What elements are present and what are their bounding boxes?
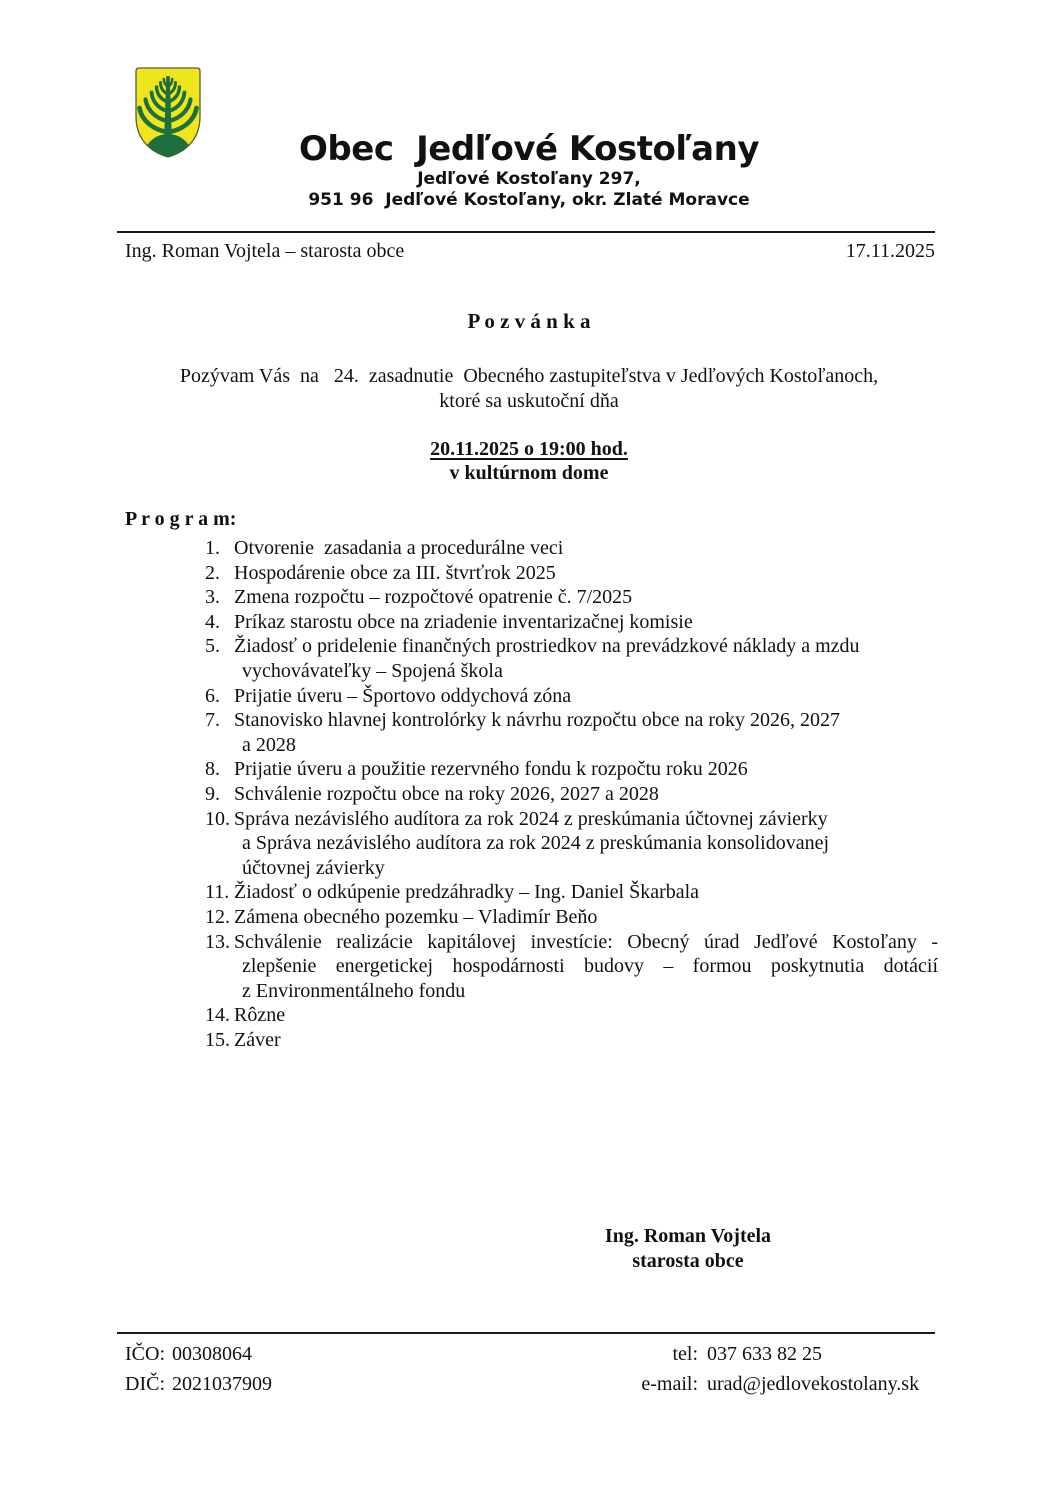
program-item-line: účtovnej závierky — [242, 856, 385, 879]
program-item — [205, 536, 938, 561]
program-item-line: Správa nezávislého audítora za rok 2024 z preskúmania účtovnej závierky — [234, 807, 828, 830]
program-item-line: Príkaz starostu obce na zriadenie inventarizačnej komisie — [234, 610, 693, 633]
program-item — [205, 585, 938, 610]
meeting-info — [0, 437, 1058, 485]
footer-divider — [117, 1332, 935, 1334]
program-list — [205, 536, 938, 1052]
email-line — [622, 1369, 919, 1399]
program-item-line: Rôzne — [234, 1004, 286, 1027]
program-item — [205, 610, 938, 635]
program-item-number: 11. — [205, 881, 230, 904]
program-item-line: Prijatie úveru a použitie rezervného fondu k rozpočtu roku 2026 — [234, 758, 748, 781]
ico-value: 00308064 — [172, 1343, 252, 1365]
program-item-number: 9. — [205, 782, 220, 805]
program-item-number: 4. — [205, 610, 220, 633]
program-item-number: 14. — [205, 1004, 230, 1027]
program-item-number: 12. — [205, 905, 230, 928]
program-item-number: 5. — [205, 635, 220, 658]
tel-line — [622, 1339, 919, 1369]
meeting-venue: v kultúrnom dome — [449, 462, 609, 484]
program-item-number: 2. — [205, 561, 220, 584]
program-item-number: 13. — [205, 930, 230, 953]
program-item-line: Prijatie úveru – Športovo oddychová zóna — [234, 684, 572, 707]
address-line-1: Jedľové Kostoľany 297, — [417, 169, 641, 189]
program-item-line: z Environmentálneho fondu — [242, 979, 466, 1002]
program-heading: P r o g r a m: — [125, 508, 237, 530]
intro-paragraph — [60, 364, 998, 413]
program-item-line: zlepšenie energetickej hospodárnosti budovy – formou poskytnutia dotácií — [242, 955, 938, 978]
signature-role: starosta obce — [632, 1250, 744, 1272]
letter-date: 17.11.2025 — [845, 240, 935, 262]
program-item-number: 10. — [205, 807, 230, 830]
dic-value: 2021037909 — [172, 1373, 272, 1395]
program-item-line: Zámena obecného pozemku – Vladimír Beňo — [234, 905, 598, 928]
program-item — [205, 905, 938, 930]
email-value: urad@jedlovekostolany.sk — [707, 1373, 920, 1395]
program-item-text — [234, 561, 938, 586]
program-item-line: Schválenie rozpočtu obce na roky 2026, 2027 a 2028 — [234, 782, 659, 805]
email-label: e-mail: — [641, 1373, 698, 1395]
program-item-text — [234, 585, 938, 610]
program-item-line: Žiadosť o odkúpenie predzáhradky – Ing. Daniel Škarbala — [234, 881, 700, 904]
sender-row — [125, 239, 935, 264]
program-item-number: 15. — [205, 1028, 230, 1051]
program-item-line: Otvorenie zasadania a procedurálne veci — [234, 537, 564, 559]
program-item-line: vychovávateľky – Spojená škola — [242, 659, 503, 682]
program-item — [205, 930, 938, 1004]
program-item-line: Žiadosť o pridelenie finančných prostriedkov na prevádzkové náklady a mzdu — [234, 635, 860, 658]
program-item — [205, 708, 938, 757]
program-item-text — [234, 1028, 938, 1053]
program-item — [205, 782, 938, 807]
program-item-text — [234, 930, 938, 1004]
program-item-text — [234, 610, 938, 635]
program-item-number: 3. — [205, 586, 220, 609]
program-item-text — [234, 757, 938, 782]
ico-label: IČO: — [125, 1343, 165, 1365]
tel-label: tel: — [672, 1343, 698, 1365]
sender-name: Ing. Roman Vojtela – starosta obce — [125, 240, 405, 262]
signature-name: Ing. Roman Vojtela — [604, 1225, 772, 1247]
program-item — [205, 807, 938, 881]
program-item-line: Stanovisko hlavnej kontrolórky k návrhu rozpočtu obce na roky 2026, 2027 — [234, 709, 840, 732]
program-item-line: Zmena rozpočtu – rozpočtové opatrenie č. 7/2025 — [234, 586, 633, 609]
dic-label: DIČ: — [125, 1373, 165, 1395]
header-divider — [117, 231, 935, 233]
program-item — [205, 1028, 938, 1053]
program-item-line: a 2028 — [242, 733, 296, 756]
program-item-number: 7. — [205, 709, 220, 732]
program-item — [205, 757, 938, 782]
program-item — [205, 634, 938, 683]
footer-right — [622, 1339, 919, 1399]
program-item — [205, 684, 938, 709]
ico-line — [125, 1339, 272, 1369]
address-line-2: 951 96 Jedľové Kostoľany, okr. Zlaté Moravce — [308, 190, 750, 210]
program-item-line: Hospodárenie obce za III. štvrťrok 2025 — [234, 561, 556, 584]
program-item-text — [234, 782, 938, 807]
program-item-text — [234, 684, 938, 709]
meeting-datetime: 20.11.2025 o 19:00 hod. — [430, 438, 628, 460]
program-item-line: a Správa nezávislého audítora za rok 2024 z preskúmania konsolidovanej — [242, 832, 830, 855]
program-item — [205, 561, 938, 586]
footer-left — [125, 1339, 272, 1399]
program-item-text — [234, 807, 938, 881]
signature-block — [545, 1224, 831, 1274]
program-item-text — [234, 634, 938, 683]
program-item-text — [234, 536, 938, 561]
tel-value: 037 633 82 25 — [707, 1343, 822, 1365]
program-item-number: 1. — [205, 537, 220, 559]
program-item-text — [234, 1003, 938, 1028]
program-item-number: 8. — [205, 758, 220, 781]
dic-line — [125, 1369, 272, 1399]
program-item-line: Záver — [234, 1028, 281, 1051]
program-item — [205, 1003, 938, 1028]
program-item-text — [234, 880, 938, 905]
intro-line-2: ktoré sa uskutoční dňa — [439, 389, 619, 412]
program-item-line: Schválenie realizácie kapitálovej investície: Obecný úrad Jedľové Kostoľany - — [234, 930, 938, 953]
document-title: P o z v á n k a — [467, 309, 591, 333]
letterhead — [0, 129, 1058, 211]
municipality-name: Obec Jedľové Kostoľany — [299, 129, 759, 169]
intro-line-1: Pozývam Vás na 24. zasadnutie Obecného zastupiteľstva v Jedľových Kostoľanoch, — [179, 365, 879, 387]
program-item-number: 6. — [205, 684, 220, 707]
program-item-text — [234, 905, 938, 930]
program-item — [205, 880, 938, 905]
program-item-text — [234, 708, 938, 757]
